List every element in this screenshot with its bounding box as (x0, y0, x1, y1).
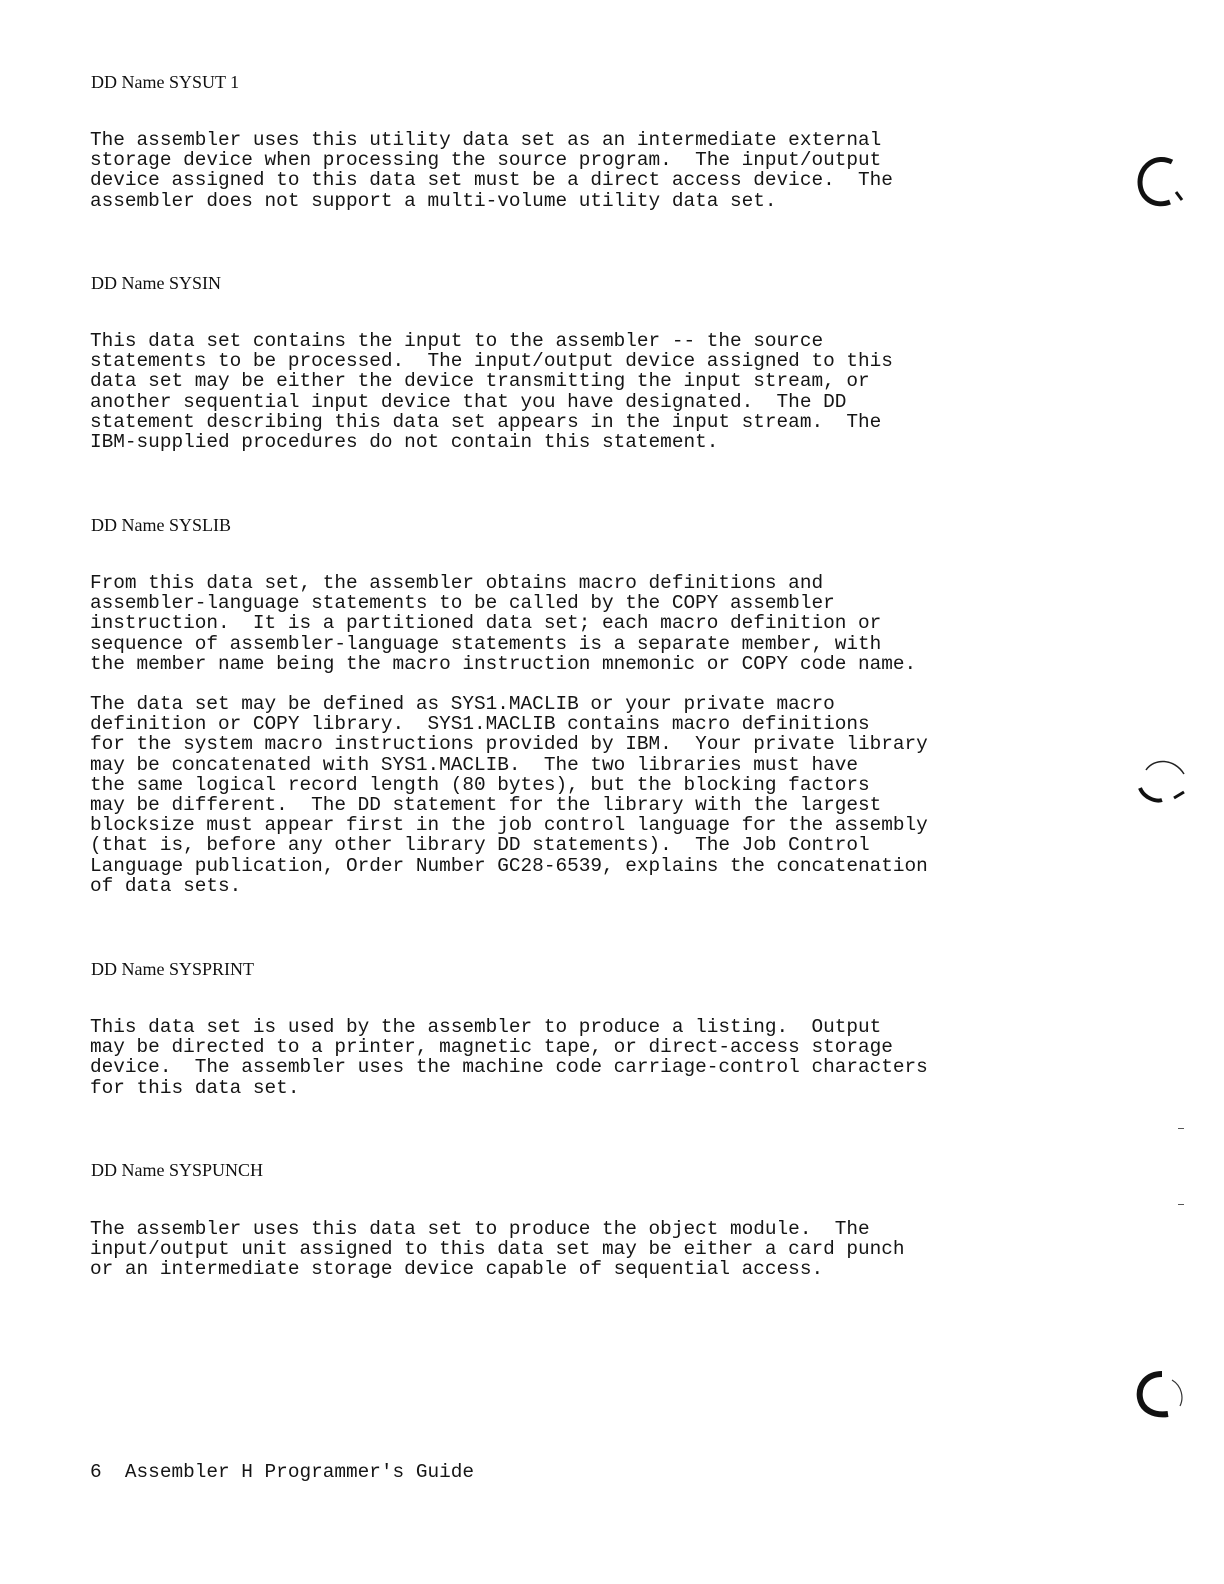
scan-speck (1178, 1204, 1184, 1205)
heading-sysin: DD Name SYSIN (91, 273, 221, 293)
heading-syspunch: DD Name SYSPUNCH (91, 1160, 264, 1180)
heading-sysprint: DD Name SYSPRINT (91, 959, 255, 979)
page-footer: 6 Assembler H Programmer's Guide (90, 1461, 474, 1483)
paragraph-sysut1: The assembler uses this utility data set as an intermediate external storage device when processing the source program. The input/output device assigned to this data set must be a direct access device. The assembler does not support a multi-volume utility data set. (90, 129, 893, 212)
heading-syslib: DD Name SYSLIB (91, 515, 231, 535)
punch-hole-icon (1132, 1366, 1192, 1422)
punch-hole-icon (1134, 754, 1190, 810)
scan-speck (1178, 1128, 1184, 1129)
paragraph-syslib-1: From this data set, the assembler obtains macro definitions and assembler-language statements to be called by the COPY assembler instruction. It is a partitioned data set; each macro definition or sequence of assembler-language statements is a separate member, with the member name being the macro instruction mnemonic or COPY code name. (90, 572, 917, 675)
paragraph-sysprint: This data set is used by the assembler to produce a listing. Output may be directed to a printer, magnetic tape, or direct-access storage device. The assembler uses the machine code carriage-control characters for this data set. (90, 1016, 928, 1099)
paragraph-syslib-2: The data set may be defined as SYS1.MACLIB or your private macro definition or COPY library. SYS1.MACLIB contains macro definitions for the system macro instructions provided by IBM. Your private library may be concatenated with SYS1.MACLIB. The two libraries must have the same logical record length (80 bytes), but the blocking factors may be different. The DD statement for the library with the largest blocksize must appear first in the job control language for the assembly (that is, before any other library DD statements). The Job Control Language publication, Order Number GC28-6539, explains the concatenation of data sets. (90, 693, 928, 897)
heading-sysut1: DD Name SYSUT 1 (91, 72, 240, 92)
paragraph-sysin: This data set contains the input to the assembler -- the source statements to be processed. The input/output device assigned to this data set may be either the device transmitting the input stream, or another sequential input device that you have designated. The DD statement describing this data set appears in the input stream. The IBM-supplied procedures do not contain this statement. (90, 330, 893, 454)
punch-hole-icon (1132, 152, 1188, 212)
paragraph-syspunch: The assembler uses this data set to produce the object module. The input/output unit assigned to this data set may be either a card punch or an intermediate storage device capable of sequential access. (90, 1218, 905, 1281)
